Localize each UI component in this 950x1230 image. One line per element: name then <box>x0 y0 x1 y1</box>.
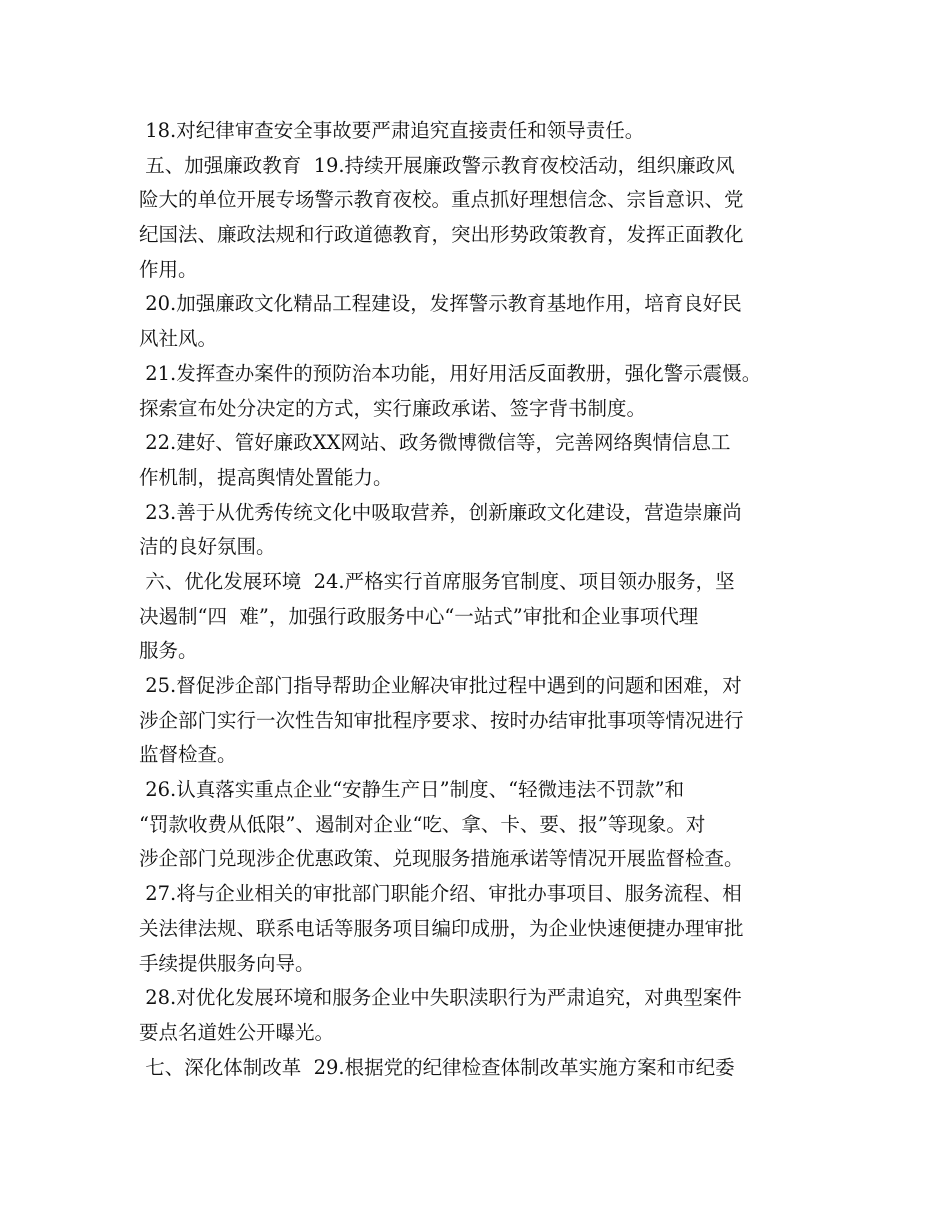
text-line: 纪国法、廉政法规和行政道德教育，突出形势政策教育，发挥正面教化 <box>139 223 744 247</box>
text-line: 手续提供服务向导。 <box>139 951 315 975</box>
text-line: 服务。 <box>139 639 198 663</box>
text-line: 决遏制“四 难”，加强行政服务中心“一站式”审批和企业事项代理 <box>139 604 699 628</box>
text-line: 27.将与企业相关的审批部门职能介绍、审批办事项目、服务流程、相 <box>139 882 742 906</box>
text-line: 五、加强廉政教育 19.持续开展廉政警示教育夜校活动，组织廉政风 <box>139 153 735 177</box>
document-body <box>139 114 839 1085</box>
text-line: 18.对纪律审查安全事故要严肃追究直接责任和领导责任。 <box>139 119 645 142</box>
text-line: 23.善于从优秀传统文化中吸取营养，创新廉政文化建设，营造崇廉尚 <box>139 500 742 524</box>
text-line: 探索宣布处分决定的方式，实行廉政承诺、签字背书制度。 <box>139 396 647 420</box>
text-line: 险大的单位开展专场警示教育夜校。重点抓好理想信念、宗旨意识、党 <box>139 188 744 212</box>
text-line: 风社风。 <box>139 327 218 351</box>
text-line: 25.督促涉企部门指导帮助企业解决审批过程中遇到的问题和困难，对 <box>139 674 742 697</box>
text-line: 洁的良好氛围。 <box>139 535 276 559</box>
text-line: 监督检查。 <box>139 743 237 767</box>
text-line: 七、深化体制改革 29.根据党的纪律检查体制改革实施方案和市纪委 <box>139 1055 735 1079</box>
text-line: 六、优化发展环境 24.严格实行首席服务官制度、项目领办服务，坚 <box>139 569 735 593</box>
text-line: 关法律法规、联系电话等服务项目编印成册，为企业快速便捷办理审批 <box>139 916 744 940</box>
text-line: 作机制，提高舆情处置能力。 <box>139 465 393 489</box>
text-line: 涉企部门实行一次性告知审批程序要求、按时办结审批事项等情况进行 <box>139 708 744 732</box>
text-line: 要点名道姓公开曝光。 <box>139 1020 335 1044</box>
text-line: 26.认真落实重点企业“安静生产日”制度、“轻微违法不罚款”和 <box>139 778 685 802</box>
text-line: 22.建好、管好廉政XX网站、政务微博微信等，完善网络舆情信息工 <box>139 431 731 455</box>
text-line: 28.对优化发展环境和服务企业中失职渎职行为严肃追究，对典型案件 <box>139 986 742 1010</box>
text-line: 涉企部门兑现涉企优惠政策、兑现服务措施承诺等情况开展监督检查。 <box>139 847 744 871</box>
text-line: 20.加强廉政文化精品工程建设，发挥警示教育基地作用，培育良好民 <box>139 292 742 316</box>
text-line: 作用。 <box>139 257 198 281</box>
text-line: “罚款收费从低限”、遏制对企业“吃、拿、卡、要、报”等现象。对 <box>139 812 706 836</box>
text-line: 21.发挥查办案件的预防治本功能，用好用活反面教册，强化警示震慑。 <box>139 361 762 385</box>
